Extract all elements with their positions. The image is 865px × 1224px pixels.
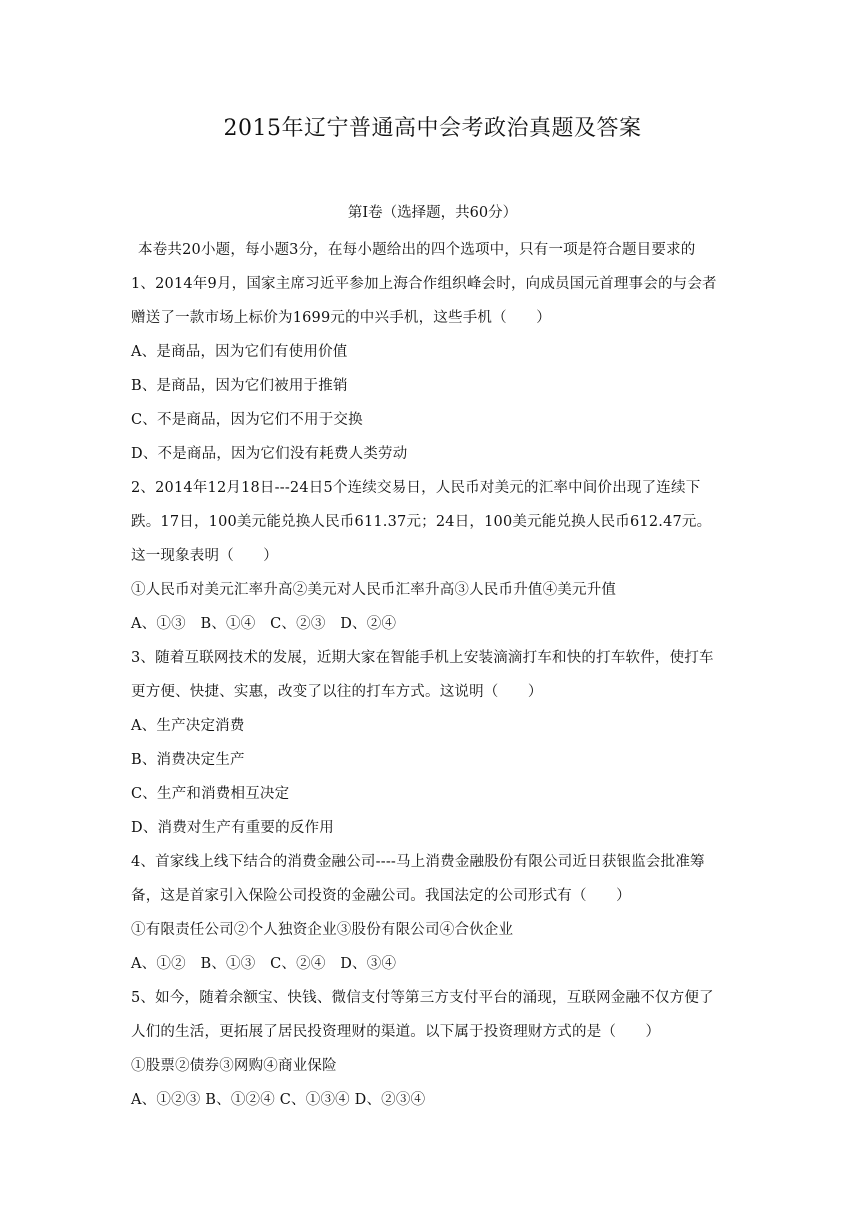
q1-option-c: C、不是商品，因为它们不用于交换 bbox=[131, 412, 363, 428]
q2-stem-line-3: 这一现象表明（ ） bbox=[131, 548, 278, 564]
q5-stem-line-2: 人们的生活，更拓展了居民投资理财的渠道。以下属于投资理财方式的是（ ） bbox=[131, 1024, 661, 1040]
q4-options: A、①② B、①③ C、②④ D、③④ bbox=[131, 956, 397, 972]
q3-option-a: A、生产决定消费 bbox=[131, 718, 245, 734]
q4-stem-line-2: 备，这是首家引入保险公司投资的金融公司。我国法定的公司形式有（ ） bbox=[131, 888, 631, 904]
q3-stem-line-2: 更方便、快捷、实惠，改变了以往的打车方式。这说明（ ） bbox=[131, 684, 543, 700]
q1-option-b: B、是商品，因为它们被用于推销 bbox=[131, 378, 348, 394]
q3-stem-line-1: 3、随着互联网技术的发展，近期大家在智能手机上安装滴滴打车和快的打车软件，使打车 bbox=[131, 650, 714, 666]
q2-stem-line-1: 2、2014年12月18日---24日5个连续交易日，人民币对美元的汇率中间价出现了连续下 bbox=[131, 480, 701, 496]
document-body bbox=[131, 233, 741, 1117]
q3-option-c: C、生产和消费相互决定 bbox=[131, 786, 290, 802]
q5-options: A、①②③ B、①②④ C、①③④ D、②③④ bbox=[131, 1092, 426, 1108]
q4-statements: ①有限责任公司②个人独资企业③股份有限公司④合伙企业 bbox=[131, 922, 514, 938]
q1-stem-line-1: 1、2014年9月，国家主席习近平参加上海合作组织峰会时，向成员国元首理事会的与会者 bbox=[131, 276, 717, 292]
section-heading: 第Ⅰ卷（选择题，共60分） bbox=[347, 205, 518, 221]
document-title: 2015年辽宁普通高中会考政治真题及答案 bbox=[223, 116, 642, 141]
q2-statements: ①人民币对美元汇率升高②美元对人民币汇率升高③人民币升值④美元升值 bbox=[131, 582, 617, 598]
q2-options: A、①③ B、①④ C、②③ D、②④ bbox=[131, 616, 397, 632]
q3-option-b: B、消费决定生产 bbox=[131, 752, 245, 768]
q1-option-d: D、不是商品，因为它们没有耗费人类劳动 bbox=[131, 446, 408, 462]
q2-stem-line-2: 跌。17日，100美元能兑换人民币611.37元；24日，100美元能兑换人民币612.47元。 bbox=[131, 514, 712, 530]
q3-option-d: D、消费对生产有重要的反作用 bbox=[131, 820, 334, 836]
q5-statements: ①股票②债券③网购④商业保险 bbox=[131, 1058, 337, 1074]
q4-stem-line-1: 4、首家线上线下结合的消费金融公司----马上消费金融股份有限公司近日获银监会批准筹 bbox=[131, 854, 705, 870]
q5-stem-line-1: 5、如今，随着余额宝、快钱、微信支付等第三方支付平台的涌现，互联网金融不仅方便了 bbox=[131, 990, 714, 1006]
q1-stem-line-2: 赠送了一款市场上标价为1699元的中兴手机，这些手机（ ） bbox=[131, 310, 551, 326]
instructions: 本卷共20小题，每小题3分，在每小题给出的四个选项中，只有一项是符合题目要求的 bbox=[138, 242, 696, 258]
q1-option-a: A、是商品，因为它们有使用价值 bbox=[131, 344, 348, 360]
